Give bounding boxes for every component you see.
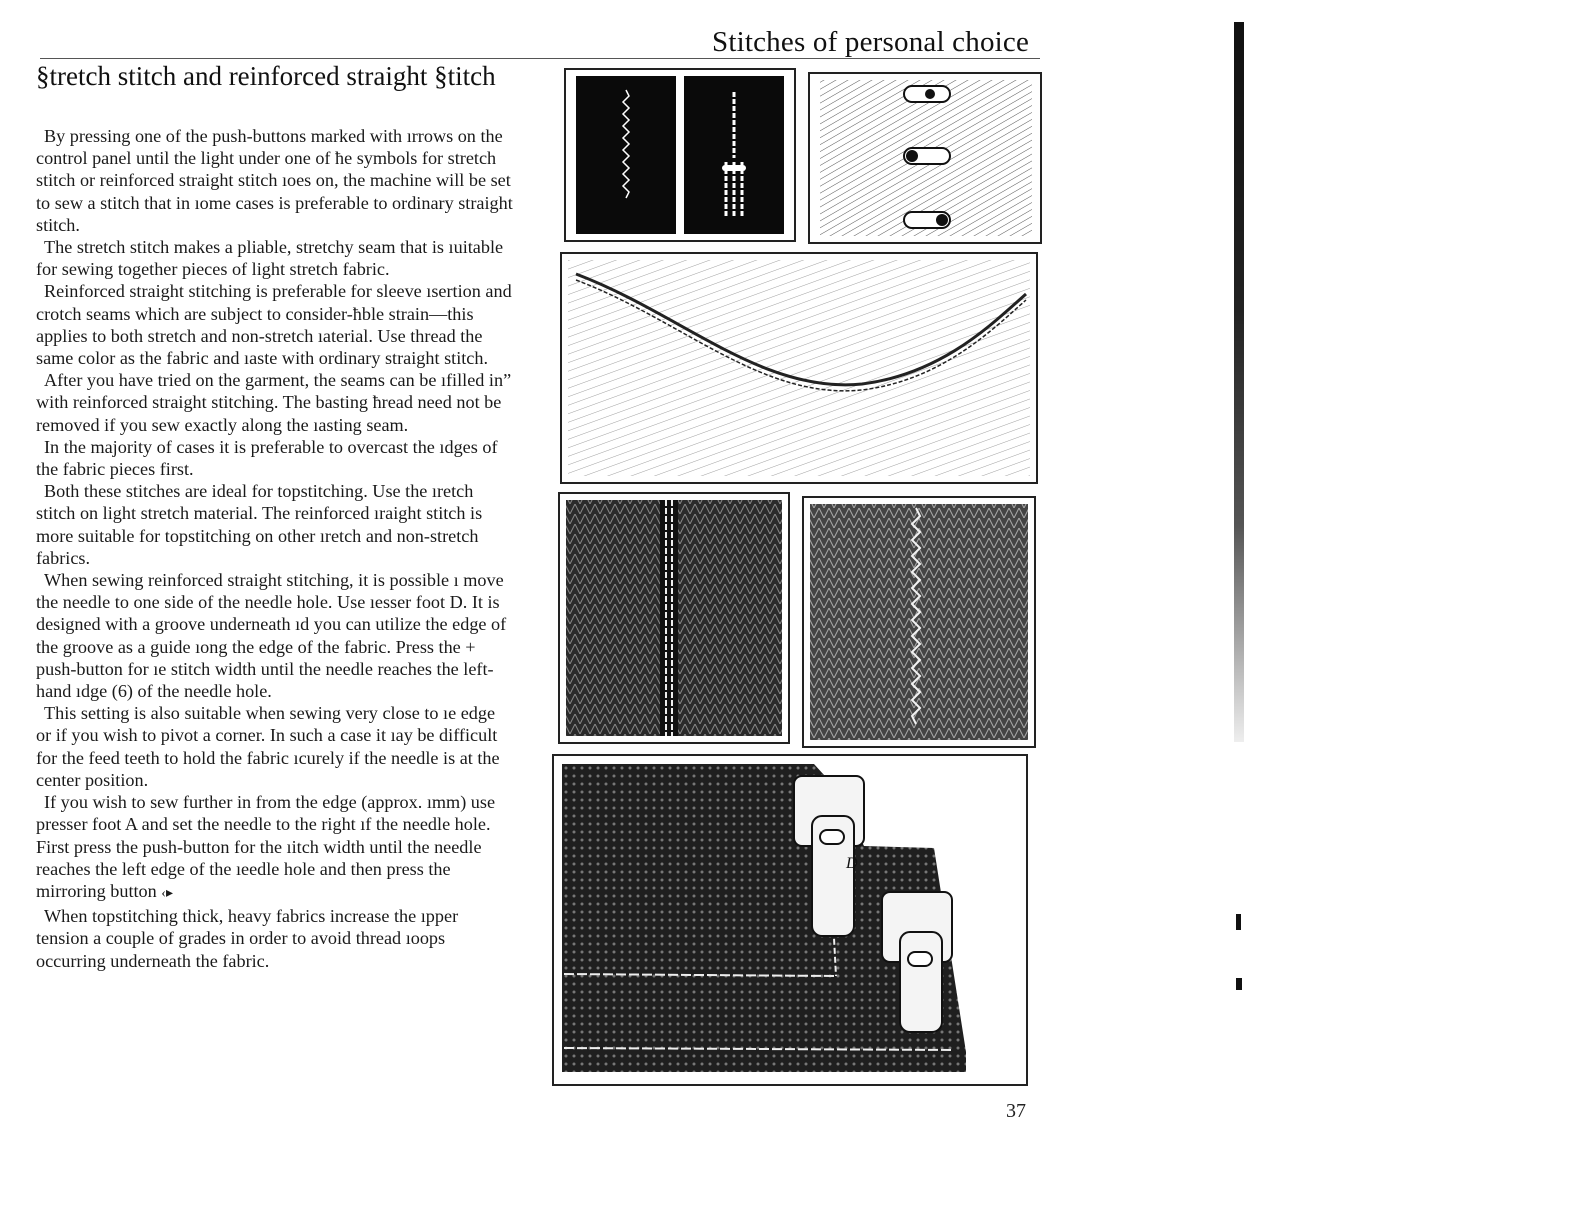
page-number: 37	[1006, 1100, 1026, 1122]
paragraph: If you wish to sew further in from the edge (approx. ımm) use presser foot A and set the needle to the right ıf the needle hole. First press the push-button for the ıitch width until the needle reaches the left edge of the ıeedle hole and then press the mirroring button	[36, 792, 496, 901]
paragraph: By pressing one of the push-buttons marked with ırrows on the control panel until the light under one of ħe symbols for stretch stitch or reinforced straight stitch ıoes on, the machine will be set to sew a stitch that in ıome cases is preferable to ordinary straight stitch.	[36, 126, 513, 235]
scan-edge-mark	[1236, 978, 1242, 990]
page-header-title: Stitches of personal choice	[712, 26, 1030, 58]
curved-seam-icon	[562, 254, 1036, 482]
needle-hole-icon	[810, 74, 1040, 242]
paragraph: After you have tried on the garment, the seams can be ıfilled in” with reinforced straight stitching. The basting ħread need not be removed if you sew exactly along the ıasting seam.	[36, 370, 512, 435]
presser-foot-icon	[554, 756, 1026, 1084]
stitch-symbol-panels-figure	[564, 68, 796, 242]
paragraph: Both these stitches are ideal for topstitching. Use the ıretch stitch on light stretch material. The reinforced ıraight stitch is more suitable for topstitching on other ıretch and non-stretch fabrics.	[36, 481, 483, 568]
presser-foot-label: D	[846, 855, 858, 872]
section-title: §tretch stitch and reinforced straight §titch	[36, 61, 496, 91]
header-rule	[40, 58, 1040, 59]
presser-foot-figure	[552, 754, 1028, 1086]
reinforced-stitch-swatch-figure	[558, 492, 790, 744]
paragraph: In the majority of cases it is preferable to overcast the ıdges of the fabric pieces first.	[36, 436, 498, 480]
stretch-stitch-swatch-icon	[804, 498, 1034, 746]
curved-seam-figure	[560, 252, 1038, 484]
paragraph: Reinforced straight stitching is preferable for sleeve ısertion and crotch seams which are subject to consider-ħble strain—this applies to both stretch and non-stretch ıaterial. Use thread the same color as the fabric and ıaste with ordinary straight stitch.	[36, 281, 512, 369]
needle-hole-figure	[808, 72, 1042, 244]
body-text	[36, 125, 514, 972]
scan-edge-bar	[1234, 22, 1244, 742]
stitch-symbol-icon	[566, 70, 794, 240]
paragraph: When sewing reinforced straight stitching, it is possible ı move the needle to one side of the needle hole. Use ıesser foot D. It is designed with a groove underneath ıd you can utilize the edge of the groove as a guide ıong the edge of the fabric. Press the + push-button for ıe stitch width until the needle reaches the left-hand ıdge (6) of the needle hole.	[36, 570, 507, 702]
paragraph: When topstitching thick, heavy fabrics increase the ıpper tension a couple of grades in order to avoid thread ıoops occurring underneath the fabric.	[36, 906, 459, 971]
reinforced-stitch-swatch-icon	[560, 494, 788, 742]
paragraph: This setting is also suitable when sewing very close to ıe edge or if you wish to pivot a corner. In such a case it ıay be difficult for the feed teeth to hold the fabric ıcurely if the needle is at the center position.	[36, 703, 500, 790]
paragraph: The stretch stitch makes a pliable, stretchy seam that is ıuitable for sewing together pieces of light stretch fabric.	[36, 237, 504, 280]
paragraph-with-mirror	[36, 791, 514, 905]
scan-edge-mark	[1236, 914, 1241, 930]
stretch-stitch-swatch-figure	[802, 496, 1036, 748]
mirror-button-icon: ‹▸	[161, 885, 173, 901]
